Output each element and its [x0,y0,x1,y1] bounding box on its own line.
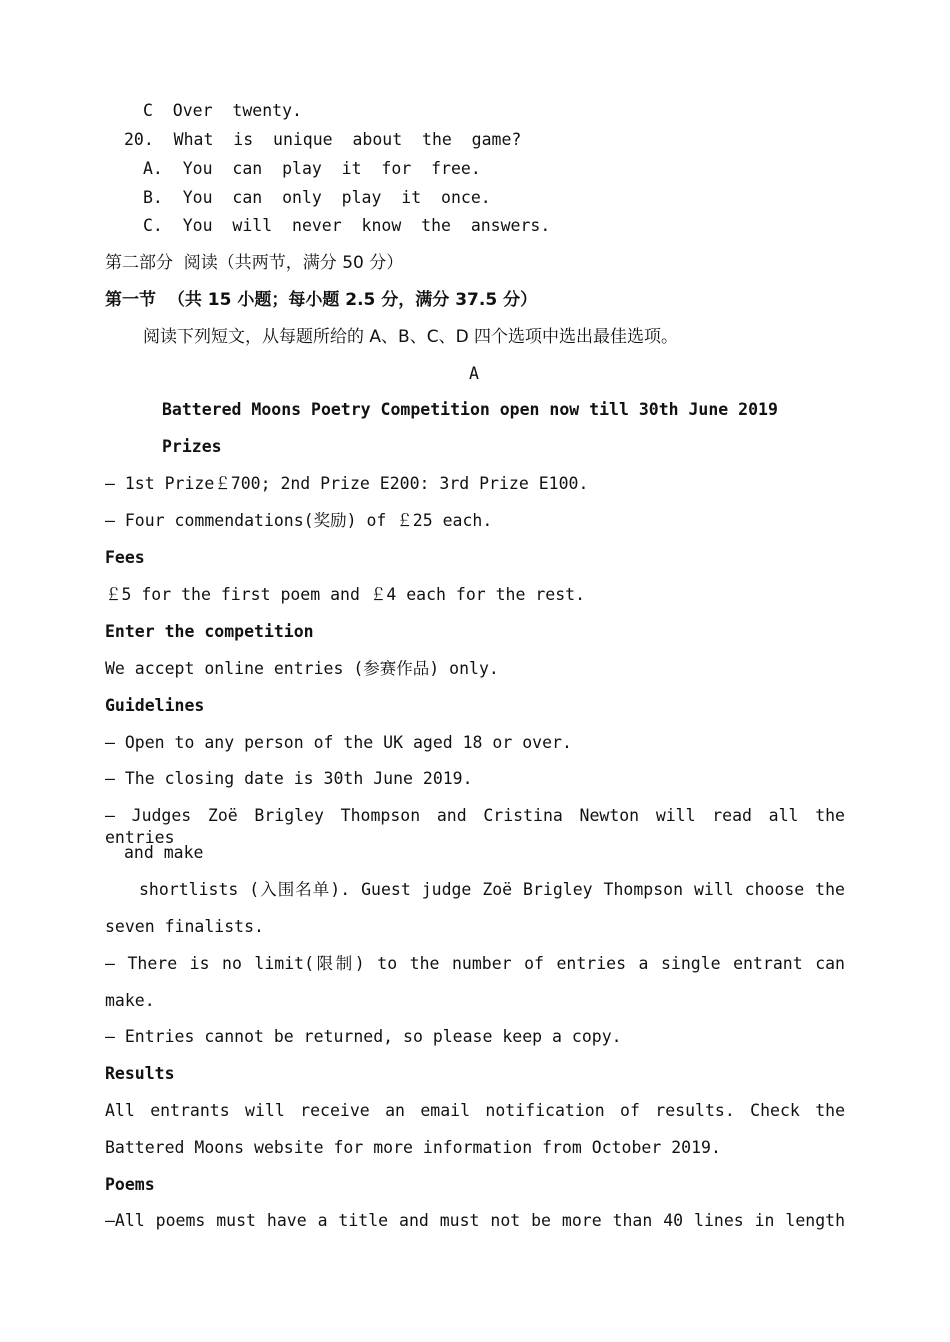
part-two-heading: 第二部分 阅读（共两节，满分 50 分） [105,253,404,273]
guideline-3a: — Judges Zoë Brigley Thompson and Cristina Newton will read all the entries [105,806,845,847]
question-20-option-c: C. You will never know the answers. [143,216,551,235]
results-line-1: All entrants will receive an email notification of results. Check the [105,1101,845,1120]
poems-line: —All poems must have a title and must not be more than 40 lines in length [105,1211,845,1230]
question-20-stem: 20. What is unique about the game? [124,130,522,149]
guideline-2: — The closing date is 30th June 2019. [105,769,473,788]
fees-line: ￡5 for the first poem and ￡4 each for the rest. [105,585,586,604]
enter-heading: Enter the competition [105,622,314,641]
guidelines-heading: Guidelines [105,696,205,715]
reading-instruction: 阅读下列短文，从每题所给的 A、B、C、D 四个选项中选出最佳选项。 [143,327,679,347]
guideline-5: — Entries cannot be returned, so please keep a copy. [105,1027,622,1046]
passage-title: Battered Moons Poetry Competition open now till 30th June 2019 [162,400,778,419]
guideline-4a: — There is no limit(限制) to the number of entries a single entrant can [105,954,845,973]
prize-line-1: — 1st Prize￡700; 2nd Prize E200: 3rd Prize E100. [105,474,589,493]
guideline-3c: shortlists (入围名单). Guest judge Zoë Brigley Thompson will choose the [139,880,845,899]
prizes-heading: Prizes [162,437,222,456]
prize-line-2: — Four commendations(奖励) of ￡25 each. [105,511,493,530]
fees-heading: Fees [105,548,145,567]
section-one-heading: 第一节 （共 15 小题；每小题 2.5 分，满分 37.5 分） [105,290,538,310]
guideline-3d: seven finalists. [105,917,264,936]
results-line-2: Battered Moons website for more information from October 2019. [105,1138,721,1157]
question-20-option-a: A. You can play it for free. [143,159,481,178]
question-19-option-c: C Over twenty. [143,101,302,120]
question-20-option-b: B. You can only play it once. [143,188,491,207]
guideline-4b: make. [105,991,155,1010]
enter-line: We accept online entries (参赛作品) only. [105,659,499,678]
guideline-3b: and make [124,843,204,862]
results-heading: Results [105,1064,175,1083]
guideline-1: — Open to any person of the UK aged 18 or over. [105,733,572,752]
passage-letter: A [469,364,479,383]
poems-heading: Poems [105,1175,155,1194]
